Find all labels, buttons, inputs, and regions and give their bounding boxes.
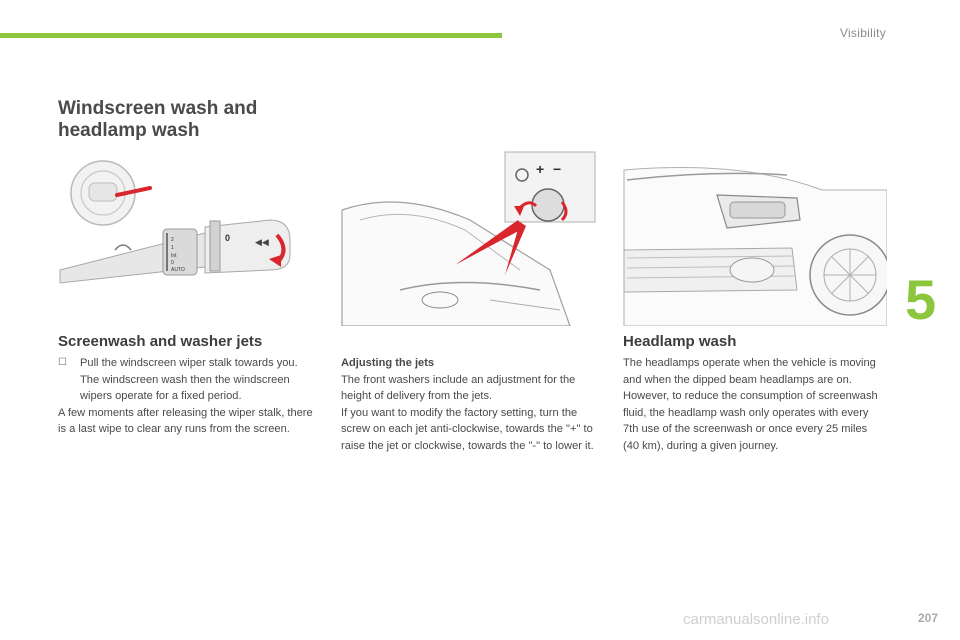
screenwash-text (58, 355, 316, 438)
screenwash-heading: Screenwash and washer jets (58, 333, 263, 350)
section-label: Visibility (839, 26, 886, 40)
headlamp-para: The headlamps operate when the vehicle is moving and when the dipped beam headlamps are on. However, to reduce the consumption of screenwash fluid, the headlamp wash only operates with every 7th use of the screenwash or once every 25 miles (40 km), during a given journey. (623, 357, 878, 452)
page-number: 207 (917, 611, 938, 625)
jets-subheading: Adjusting the jets (341, 357, 435, 369)
stalk-label-2: 2 (171, 237, 174, 243)
washer-jet-figure (340, 150, 600, 326)
jets-para-1: The front washers include an adjustment for the height of delivery from the jets. (341, 373, 576, 403)
jets-text (341, 355, 606, 455)
screenwash-bullet-text: Pull the windscreen wiper stalk towards you. The windscreen wash then the windscreen wipers operate for a fixed period. (80, 357, 298, 403)
stalk-label-auto: AUTO (171, 267, 185, 273)
stalk-label-int: Int (171, 253, 177, 259)
chapter-number: 5 (905, 268, 937, 331)
stalk-label-0: 0 (171, 260, 174, 266)
headlamp-heading: Headlamp wash (623, 333, 737, 350)
jet-plus-label: + (536, 161, 545, 177)
screenwash-bullet (58, 355, 316, 405)
page-title: Windscreen wash and headlamp wash (58, 98, 258, 141)
watermark: carmanualsonline.info (683, 611, 829, 628)
stalk-label-1: 1 (171, 245, 174, 251)
header-accent-bar (0, 33, 502, 38)
headlamp-figure (622, 150, 887, 326)
wiper-stalk-figure (55, 155, 305, 295)
svg-text:◀◀: ◀◀ (255, 237, 269, 247)
checkbox-bullet-icon: ☐ (58, 357, 67, 368)
screenwash-para: A few moments after releasing the wiper stalk, there is a last wipe to clear any runs from the screen. (58, 406, 313, 436)
stalk-label-zero: 0 (225, 233, 231, 243)
jets-para-2: If you want to modify the factory setting, turn the screw on each jet anti-clockwise, towards the "+" to raise the jet or clockwise, towards the "-" to lower it. (341, 406, 594, 452)
jet-minus-label: − (553, 161, 562, 177)
